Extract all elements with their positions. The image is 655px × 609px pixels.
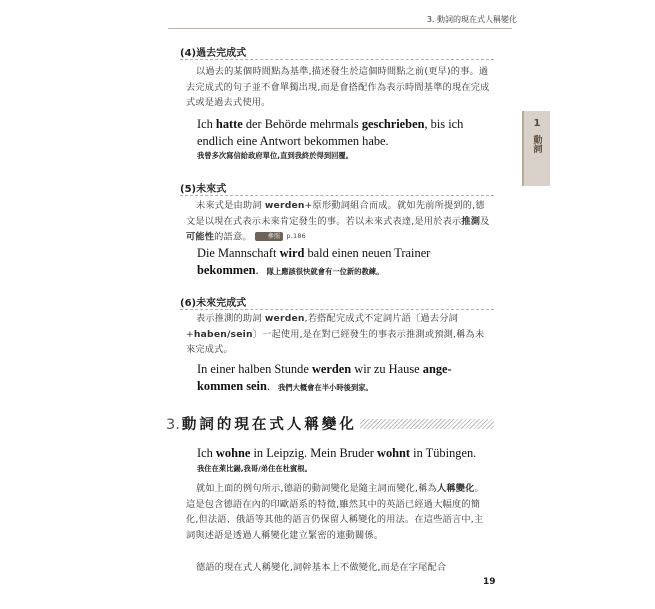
cross-reference-page[interactable]: p.186: [286, 232, 306, 240]
paragraph-future-perfect: 表示推測的助詞 werden,若搭配完成式不定詞片語〔過去分詞+haben/sein〕一起使用,是在對已經發生的事表示推測或預測,稱為未來完成式。: [186, 313, 485, 355]
side-tab-number: 1: [533, 118, 541, 129]
chapter-number: 3.: [166, 417, 180, 433]
section-heading-future: (5)未來式: [180, 184, 227, 195]
translation-chapter3: 我住在萊比錫,我哥/弟住在杜賓根。: [197, 464, 312, 473]
side-tab-label: 動詞: [531, 135, 542, 153]
translation-future-perfect: 我們大概會在半小時後到家。: [277, 383, 373, 392]
paragraph-chapter3-1: 就如上面的例句所示,德語的動詞變化是隨主詞而變化,稱為人稱變化。這是包含德語在內的印歐語系的特徵,雖然其中的英語已經過大幅度的簡化,但法語、俄語等其他的語言仍保留人稱變化的用法。在這些語言中,主詞與述語是透過人稱變化建立緊密的連動關係。: [186, 483, 484, 541]
section-heading-future-perfect: (6)未來完成式: [180, 298, 247, 309]
translation-past-perfect: 我曾多次寫信給政府單位,直到我終於得到回覆。: [197, 151, 354, 160]
section-divider: [180, 195, 494, 196]
section-divider: [180, 309, 494, 310]
chapter-title-text: 動詞的現在式人稱變化: [181, 417, 357, 433]
header-rule: [168, 28, 512, 29]
translation-future: 隊上應該很快就會有一位新的教練。: [266, 267, 384, 276]
page-number: 19: [483, 577, 496, 587]
section-divider: [180, 59, 494, 60]
running-header: 3. 動詞的現在式人稱變化: [426, 15, 517, 24]
example-chapter3: Ich wohne in Leipzig. Mein Bruder wohnt in Tübingen.: [197, 446, 477, 460]
example-past-perfect: Ich hatte der Behörde mehrmals geschrieben, bis ich endlich eine Antwort bekommen habe.: [197, 117, 464, 148]
cross-reference-badge[interactable]: 參照: [255, 232, 283, 241]
title-hatch-decoration: [360, 419, 494, 429]
chapter-title: [166, 413, 357, 434]
section-heading-past-perfect: (4)過去完成式: [180, 48, 247, 59]
paragraph-chapter3-2: 德語的現在式人稱變化,詞幹基本上不做變化,而是在字尾配合: [196, 562, 447, 573]
example-future: Die Mannschaft wird bald einen neuen Trainer bekommen. 隊上應該很快就會有一位新的教練。: [197, 246, 431, 277]
paragraph-future: 未來式是由助詞 werden+原形動詞組合而成。就如先前所提到的,德文是以現在式表示未來肯定發生的事。若以未來式表達,是用於表示推測及可能性的語意。 參照 p.186: [186, 200, 490, 243]
chapter-side-tab: [522, 111, 550, 186]
paragraph-past-perfect: 以過去的某個時間點為基準,描述發生於這個時間點之前(更早)的事。過去完成式的句子並不會單獨出現,而是會搭配作為表示時間基準的現在完成式或是過去式使用。: [186, 66, 490, 108]
example-future-perfect: In einer halben Stunde werden wir zu Hause ange-kommen sein. 我們大概會在半小時後到家。: [197, 362, 452, 393]
